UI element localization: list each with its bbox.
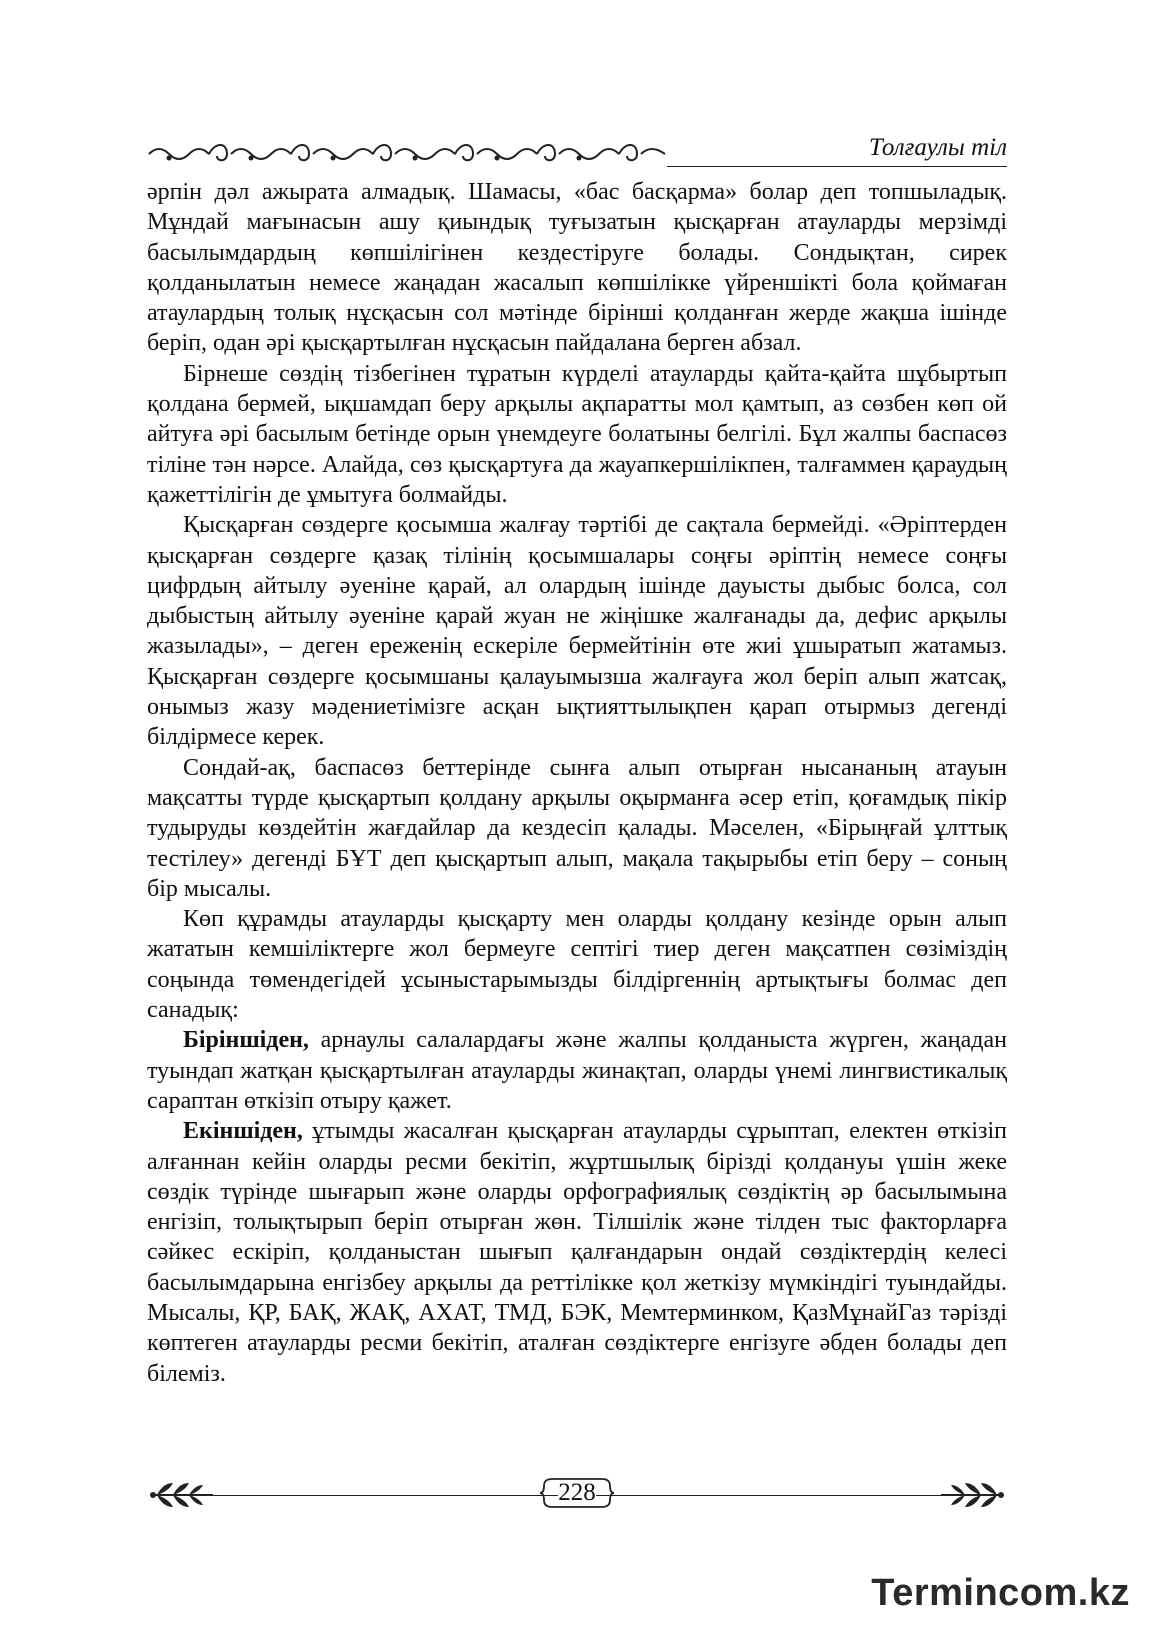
paragraph-text: арнаулы салалардағы және жалпы қолданыста жүрген, жаңадан туындап жатқан қысқартылған атауларды жинақтап, оларды үнемі лингвистикалық сараптан өткізіп отыру қажет. xyxy=(147,1027,1007,1114)
paragraph xyxy=(147,904,1007,1025)
paragraph-text: Сондай-ақ, баспасөз беттерінде сынға алып отырған нысананың атауын мақсатты түрде қысқартып қолдану арқылы оқырманға әсер етіп, қоғамдық пікір тудыруды көздейтін жағдайлар да кездесіп қалады. Мәселен, «Бірыңғай ұлттық тестілеу» дегенді БҰТ деп қысқартып алып, мақала тақырыбы етіп беру – соның бір мысалы. xyxy=(147,754,1007,902)
footer-rule-right xyxy=(596,1495,941,1496)
paragraph-lead: Екіншіден, xyxy=(183,1118,303,1145)
footer-rule-left xyxy=(213,1495,558,1496)
ornament-border xyxy=(147,142,667,166)
page-number-text: 228 xyxy=(558,1479,596,1506)
paragraph xyxy=(147,1025,1007,1116)
page-number xyxy=(540,1476,614,1510)
header-rule xyxy=(667,166,1007,167)
paragraph xyxy=(147,177,1007,359)
leaf-ornament-right xyxy=(937,1480,1007,1510)
page-header xyxy=(147,130,1007,170)
running-title: Толғаулы тіл xyxy=(868,134,1007,161)
paragraph-text: ұтымды жасалған қысқарған атауларды сұрыптап, електен өткізіп алғаннан кейін оларды ресми бекітіп, жұртшылық біріздi қолдануы үшін жеке сөздік түрінде шығарып және оларды орфографиялық сөздіктің әр басылымына енгізіп, толықтырып беріп отырған жөн. Тілшілік және тілден тыс факторларға сәйкес ескіріп, қолданыстан шығып қалғандарын ондай сөздіктердің келесі басылымдарына енгізбеу арқылы да реттілікке қол жеткізу мүмкіндігі туындайды. Мысалы, ҚР, БАҚ, ЖАҚ, АХАТ, ТМД, БЭК, Мемтерминком, ҚазМұнайГаз тәрізді көптеген атауларды ресми бекітіп, аталған сөздіктерге енгізуге әбден болады деп білеміз. xyxy=(147,1118,1007,1387)
watermark[interactable]: Termincom.kz xyxy=(871,1572,1130,1614)
paragraph-text: әрпін дәл ажырата алмадық. Шамасы, «бас басқарма» болар деп топшыладық. Мұндай мағынасын ашу қиындық туғызатын қысқарған атауларды мерзімді басылымдардың көпшілігінен кездестіруге болады. Сондықтан, сирек қолданылатын немесе жаңадан жасалып көпшілікке үйреншікті бола қоймаған атаулардың толық нұсқасын сол мәтінде бірінші қолданған жерде жақша ішінде беріп, одан әрі қысқартылған нұсқасын пайдалана берген абзал. xyxy=(147,179,1007,357)
paragraph-text: Көп құрамды атауларды қысқарту мен оларды қолдану кезінде орын алып жататын кемшіліктерге жол бермеуге септігі тиер деген мақсатпен сөзіміздің соңында төмендегідей ұсыныстарымызды білдіргеннің артықтығы болмас деп санадық: xyxy=(147,906,1007,1024)
paragraph xyxy=(147,359,1007,510)
paragraph-text: Бірнеше сөздің тізбегінен тұратын күрделі атауларды қайта-қайта шұбыртып қолдана бермей, ықшамдап беру арқылы ақпаратты мол қамтып, аз сөзбен көп ой айтуға әрі басылым бетінде орын үнемдеуге болатыны белгілі. Бұл жалпы баспасөз тіліне тән нәрсе. Алайда, сөз қысқартуға да жауапкершілікпен, талғаммен қараудың қажеттілігін де ұмытуға болмайды. xyxy=(147,360,1007,508)
paragraph xyxy=(147,1116,1007,1389)
paragraph-text: Қысқарған сөздерге қосымша жалғау тәртібі де сақтала бермейді. «Әріптерден қысқарған сөздерге қазақ тілінің қосымшалары соңғы әріптің немесе соңғы цифрдың айтылу әуеніне қарай, ал олардың ішінде дауысты дыбыс болса, сол дыбыстың айтылу әуеніне қарай жуан не жіңішке жалғанады да, дефис арқылы жазылады», – деген ереженің ескеріле бермейтінін өте жиі ұшыратып жатамыз. Қысқарған сөздерге қосымшаны қалауымызша жалғауға жол беріп алып жатсақ, онымыз жазу мәдениетімізге асқан ықтияттылықпен қарап отырмыз дегенді білдірмесе керек. xyxy=(147,512,1007,751)
paragraph xyxy=(147,510,1007,752)
paragraph-lead: Біріншіден, xyxy=(183,1027,309,1054)
paragraph xyxy=(147,753,1007,904)
leaf-ornament-left xyxy=(147,1480,217,1510)
page-footer xyxy=(147,1474,1007,1514)
body-text xyxy=(147,177,1007,1389)
